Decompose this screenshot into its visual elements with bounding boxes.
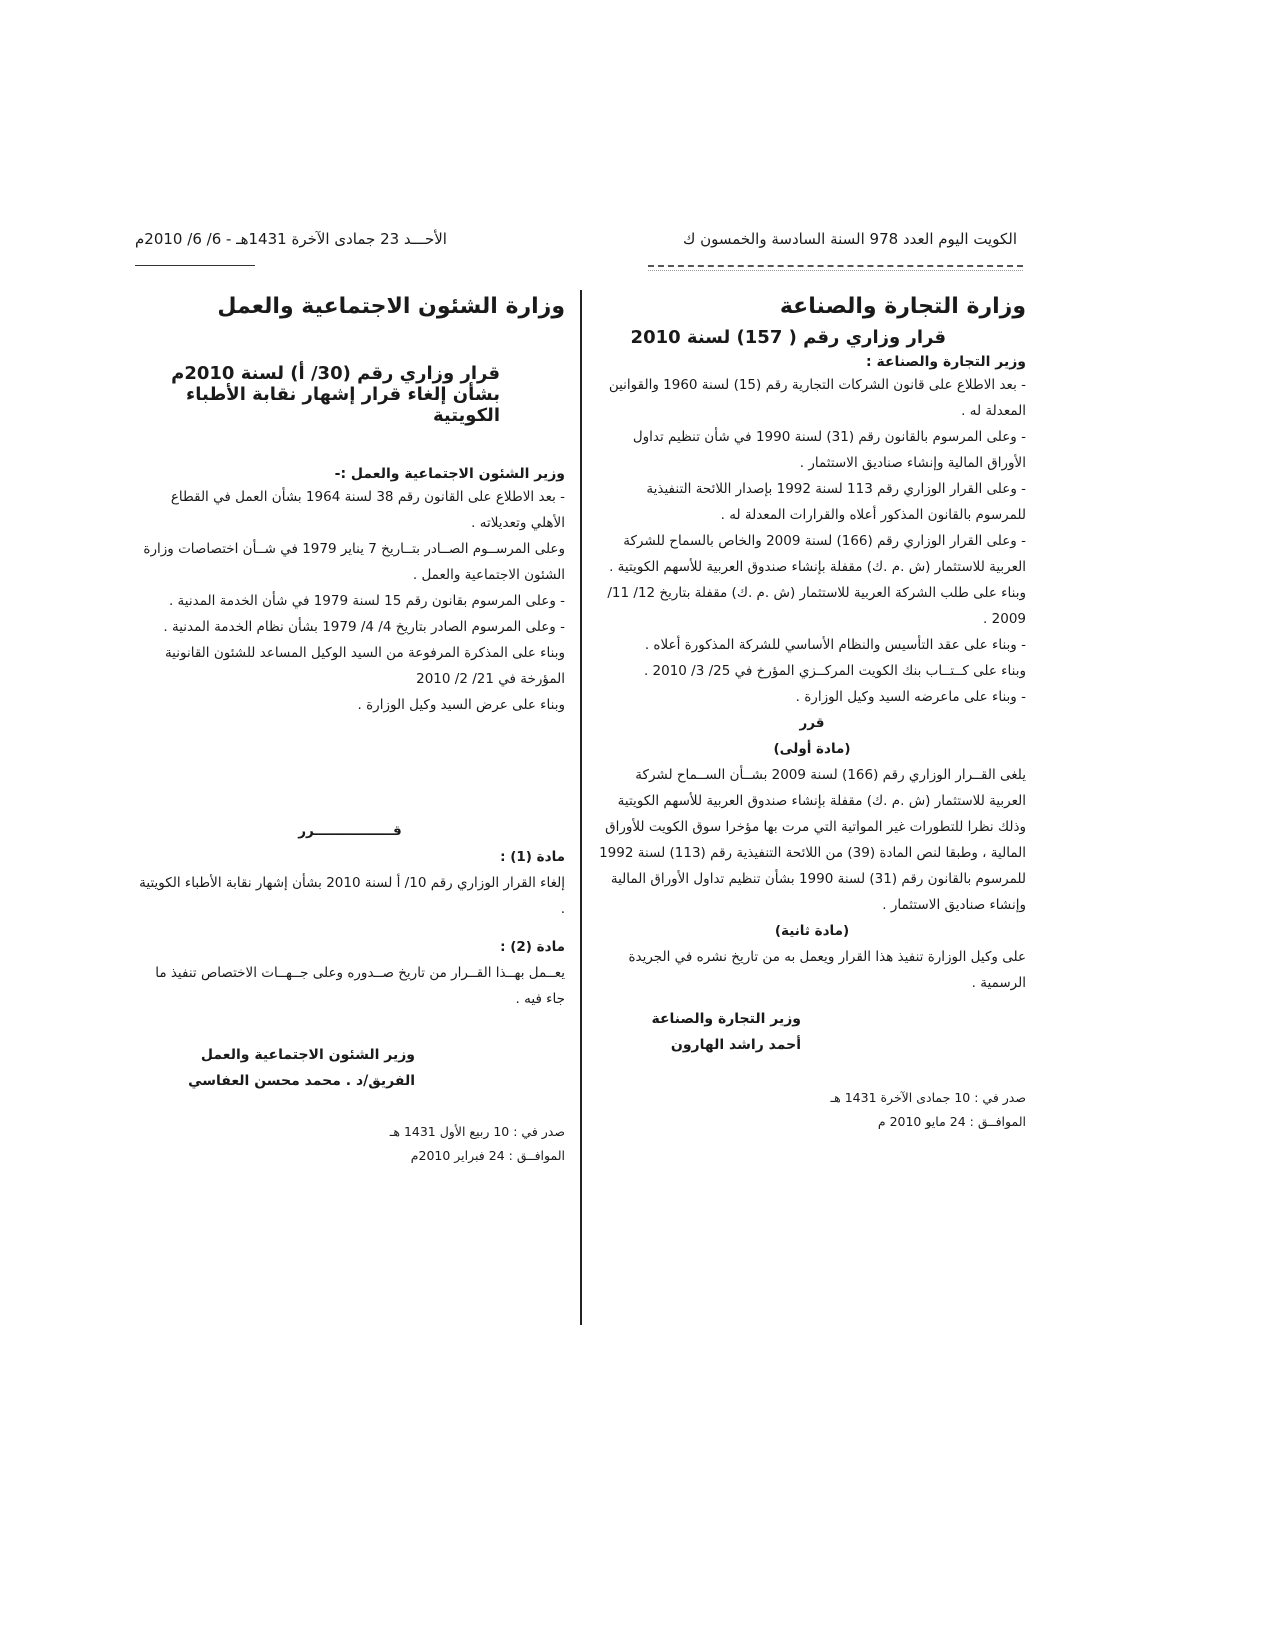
header-date: الأحـــد 23 جمادى الآخرة 1431هـ - 6/ 6/ 2010م bbox=[135, 230, 447, 248]
preamble-item: وبناء على طلب الشركة العربية للاستثمار (ش .م .ك) مقفلة بتاريخ 12/ 11/ 2009 . bbox=[607, 585, 1026, 627]
left-column bbox=[135, 294, 565, 1168]
article-text: إلغاء القرار الوزاري رقم 10/ أ لسنة 2010 بشأن إشهار نقابة الأطباء الكويتية . bbox=[139, 875, 565, 917]
decides-heading: قـــــــــــــــــرر bbox=[298, 823, 402, 839]
preamble-item: - وبناء على ماعرضه السيد وكيل الوزارة . bbox=[795, 689, 1026, 705]
preamble-item: وبناء على عرض السيد وكيل الوزارة . bbox=[357, 697, 565, 713]
preamble-item: وبناء على كــتــاب بنك الكويت المركــزي المؤرخ في 25/ 3/ 2010 . bbox=[643, 663, 1026, 679]
column-divider bbox=[580, 290, 582, 1325]
article-text: على وكيل الوزارة تنفيذ هذا القرار ويعمل به من تاريخ نشره في الجريدة الرسمية . bbox=[628, 949, 1026, 991]
preamble-item: - وعلى القرار الوزاري رقم (166) لسنة 2009 والخاص بالسماح للشركة العربية للاستثمار (ش .م .ك) مقفلة بإنشاء صندوق العربية للأسهم الكويتية . bbox=[609, 533, 1026, 575]
header-rule-dotted bbox=[648, 270, 1023, 271]
addressee: وزير الشئون الاجتماعية والعمل :- bbox=[334, 466, 565, 482]
decision-title: قرار وزاري رقم (30/ أ) لسنة 2010م bbox=[171, 363, 500, 384]
preamble-item: - بعد الاطلاع على القانون رقم 38 لسنة 1964 بشأن العمل في القطاع الأهلي وتعديلاته . bbox=[170, 489, 565, 531]
article-text: يلغى القــرار الوزاري رقم (166) لسنة 2009 بشــأن الســماح لشركة العربية للاستثمار (ش .م .ك) مقفلة بإنشاء صندوق العربية للأسهم الكويتية وذلك نظرا للتطورات غير المواتية التي مرت بها مؤخرا سوق الكويت للأوراق المالية ، وطبقا لنص المادة (39) من اللائحة التنفيذية رقم (113) لسنة 1992 للمرسوم بالقانون رقم (31) لسنة 1990 بشأن تنظيم تداول الأوراق المالية وإنشاء صناديق الاستثمار . bbox=[599, 767, 1026, 913]
preamble-item: وبناء على المذكرة المرفوعة من السيد الوكيل المساعد للشئون القانونية المؤرخة في 21/ 2/ 2010 bbox=[164, 645, 565, 687]
preamble-item: - وعلى المرسوم الصادر بتاريخ 4/ 4/ 1979 بشأن نظام الخدمة المدنية . bbox=[163, 619, 565, 635]
header-rule-left bbox=[135, 265, 255, 266]
issued-date-hijri: صدر في : 10 جمادى الآخرة 1431 هـ bbox=[830, 1090, 1026, 1105]
addressee: وزير التجارة والصناعة : bbox=[866, 354, 1026, 370]
issued-date-hijri: صدر في : 10 ربيع الأول 1431 هـ bbox=[389, 1124, 565, 1139]
article-heading: مادة (2) : bbox=[500, 939, 565, 955]
issued-date-gregorian: الموافــق : 24 فبراير 2010م bbox=[410, 1148, 565, 1163]
article-heading: مادة (1) : bbox=[500, 849, 565, 865]
header-issue-info: الكويت اليوم العدد 978 السنة السادسة والخمسون ك bbox=[682, 230, 1017, 248]
preamble-item: - بعد الاطلاع على قانون الشركات التجارية رقم (15) لسنة 1960 والقوانين المعدلة له . bbox=[608, 377, 1026, 419]
ministry-title: وزارة التجارة والصناعة bbox=[779, 294, 1026, 319]
article-heading: (مادة أولى) bbox=[773, 741, 851, 757]
header-rule bbox=[648, 265, 1023, 267]
signature-title: وزير التجارة والصناعة bbox=[651, 1011, 801, 1027]
ministry-title: وزارة الشئون الاجتماعية والعمل bbox=[217, 294, 565, 319]
preamble-item: - وبناء على عقد التأسيس والنظام الأساسي للشركة المذكورة أعلاه . bbox=[644, 637, 1026, 653]
decision-subtitle: بشأن إلغاء قرار إشهار نقابة الأطباء الكويتية bbox=[186, 384, 500, 426]
right-column bbox=[598, 294, 1026, 1134]
signature-name: أحمد راشد الهارون bbox=[670, 1037, 801, 1053]
issued-date-gregorian: الموافــق : 24 مايو 2010 م bbox=[877, 1114, 1026, 1129]
decision-title: قرار وزاري رقم ( 157) لسنة 2010 bbox=[630, 327, 946, 348]
preamble-item: وعلى المرســوم الصــادر بتــاريخ 7 يناير 1979 في شــأن اختصاصات وزارة الشئون الاجتماعية والعمل . bbox=[143, 541, 565, 583]
preamble-item: - وعلى المرسوم بالقانون رقم (31) لسنة 1990 في شأن تنظيم تداول الأوراق المالية وإنشاء صناديق الاستثمار . bbox=[632, 429, 1026, 471]
preamble-item: - وعلى القرار الوزاري رقم 113 لسنة 1992 بإصدار اللائحة التنفيذية للمرسوم بالقانون المذكور أعلاه والقرارات المعدلة له . bbox=[646, 481, 1026, 523]
signature-title: وزير الشئون الاجتماعية والعمل bbox=[200, 1047, 415, 1063]
signature-name: الفريق/د . محمد محسن العفاسي bbox=[188, 1073, 415, 1089]
article-heading: (مادة ثانية) bbox=[774, 923, 850, 939]
decides-heading: قرر bbox=[799, 715, 825, 731]
preamble-item: - وعلى المرسوم بقانون رقم 15 لسنة 1979 في شأن الخدمة المدنية . bbox=[168, 593, 565, 609]
article-text: يعــمل بهــذا القــرار من تاريخ صــدوره وعلى جــهــات الاختصاص تنفيذ ما جاء فيه . bbox=[155, 965, 565, 1007]
